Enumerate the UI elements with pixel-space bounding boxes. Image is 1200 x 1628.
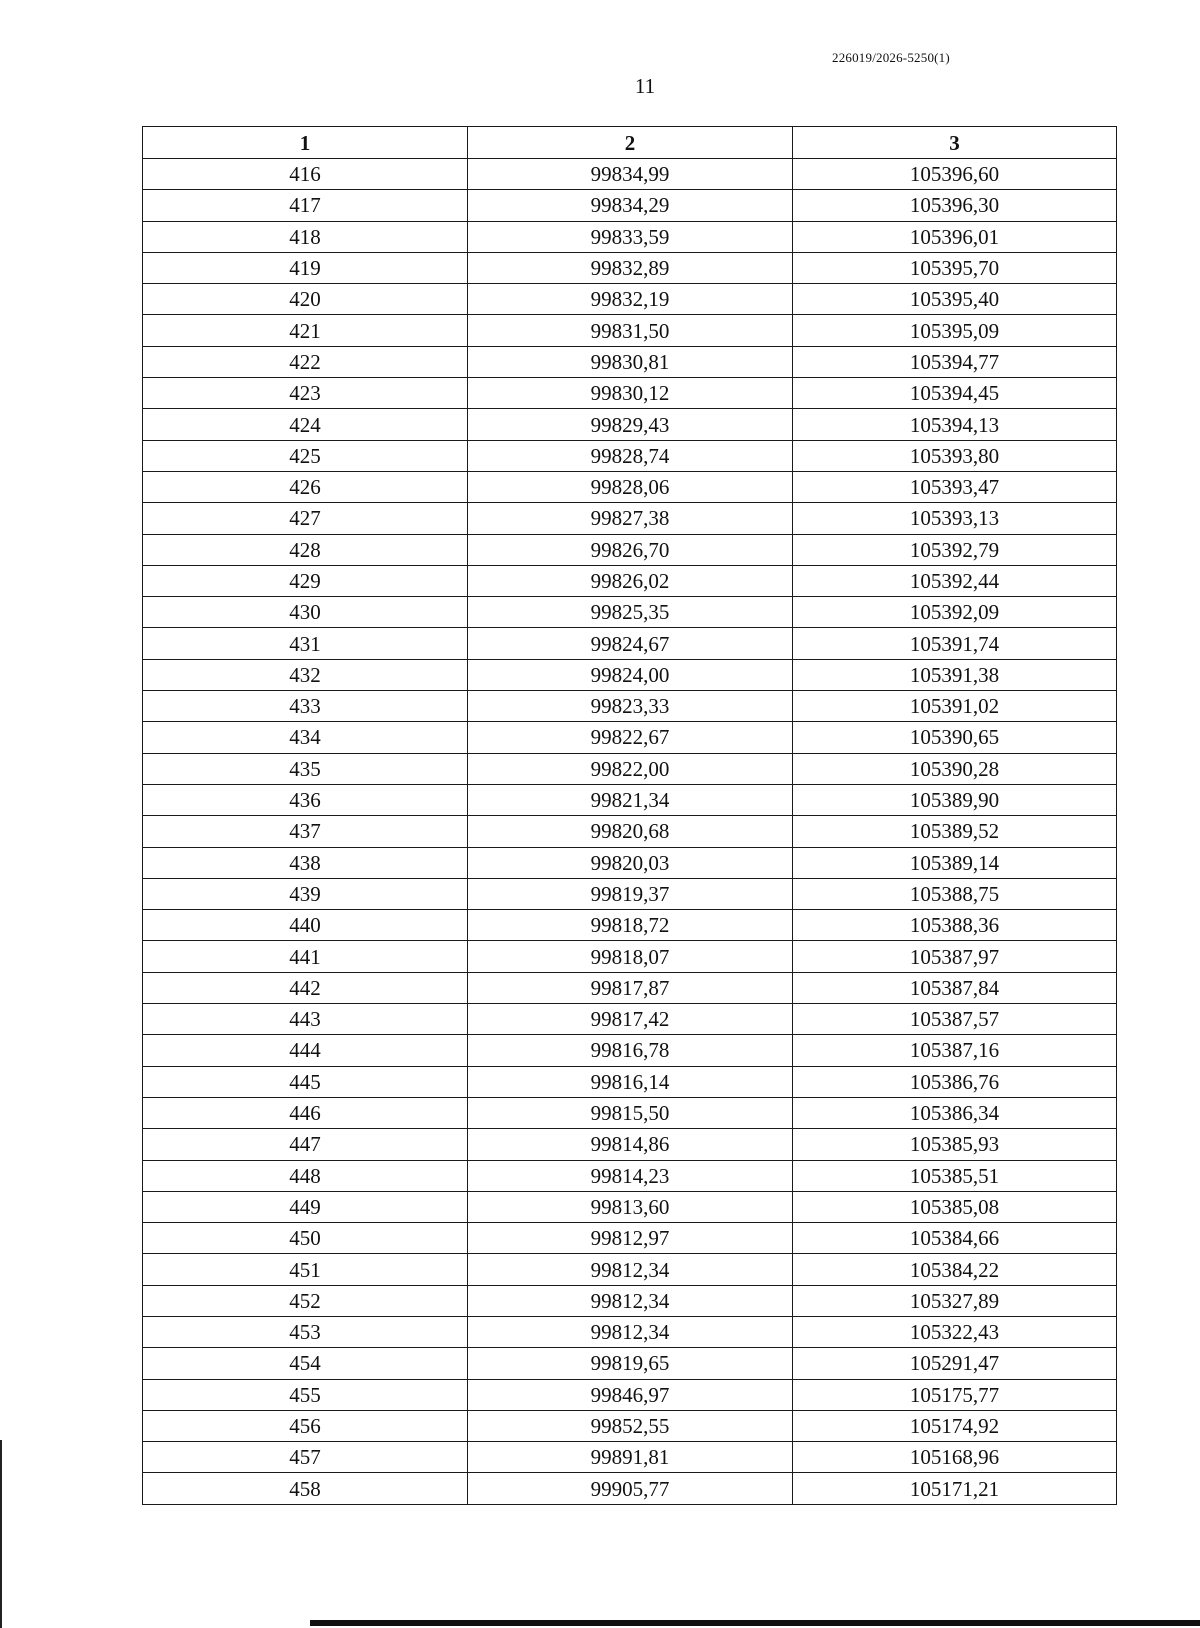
document-number: 226019/2026-5250(1) <box>832 50 950 65</box>
y-coordinate-cell: 105322,43 <box>793 1316 1117 1347</box>
y-coordinate-cell: 105387,97 <box>793 941 1117 972</box>
y-coordinate-cell: 105395,40 <box>793 284 1117 315</box>
y-coordinate-cell: 105392,09 <box>793 597 1117 628</box>
point-number-cell: 452 <box>143 1285 468 1316</box>
x-coordinate-cell: 99814,86 <box>468 1129 793 1160</box>
point-number-cell: 429 <box>143 565 468 596</box>
x-coordinate-cell: 99834,29 <box>468 190 793 221</box>
x-coordinate-cell: 99819,65 <box>468 1348 793 1379</box>
x-coordinate-cell: 99816,78 <box>468 1035 793 1066</box>
table-row <box>143 284 1117 315</box>
x-coordinate-cell: 99812,97 <box>468 1223 793 1254</box>
table-row <box>143 816 1117 847</box>
point-number-cell: 439 <box>143 878 468 909</box>
table-row <box>143 1254 1117 1285</box>
table-row <box>143 972 1117 1003</box>
table-row <box>143 221 1117 252</box>
x-coordinate-cell: 99830,12 <box>468 378 793 409</box>
point-number-cell: 433 <box>143 691 468 722</box>
column-header-2: 2 <box>468 127 793 159</box>
y-coordinate-cell: 105390,28 <box>793 753 1117 784</box>
table-row <box>143 628 1117 659</box>
table-row <box>143 471 1117 502</box>
point-number-cell: 457 <box>143 1442 468 1473</box>
table-row <box>143 565 1117 596</box>
point-number-cell: 454 <box>143 1348 468 1379</box>
point-number-cell: 455 <box>143 1379 468 1410</box>
y-coordinate-cell: 105391,74 <box>793 628 1117 659</box>
x-coordinate-cell: 99824,00 <box>468 659 793 690</box>
point-number-cell: 432 <box>143 659 468 690</box>
table-row <box>143 1379 1117 1410</box>
y-coordinate-cell: 105389,90 <box>793 784 1117 815</box>
x-coordinate-cell: 99812,34 <box>468 1316 793 1347</box>
y-coordinate-cell: 105389,14 <box>793 847 1117 878</box>
point-number-cell: 430 <box>143 597 468 628</box>
point-number-cell: 436 <box>143 784 468 815</box>
point-number-cell: 419 <box>143 252 468 283</box>
y-coordinate-cell: 105396,01 <box>793 221 1117 252</box>
table-row <box>143 1004 1117 1035</box>
y-coordinate-cell: 105396,30 <box>793 190 1117 221</box>
coordinates-table <box>142 126 1117 1505</box>
table-row <box>143 1066 1117 1097</box>
point-number-cell: 453 <box>143 1316 468 1347</box>
y-coordinate-cell: 105171,21 <box>793 1473 1117 1504</box>
x-coordinate-cell: 99832,19 <box>468 284 793 315</box>
table-row <box>143 252 1117 283</box>
y-coordinate-cell: 105386,76 <box>793 1066 1117 1097</box>
y-coordinate-cell: 105388,75 <box>793 878 1117 909</box>
table-header-row <box>143 127 1117 159</box>
point-number-cell: 420 <box>143 284 468 315</box>
table-row <box>143 1410 1117 1441</box>
point-number-cell: 418 <box>143 221 468 252</box>
point-number-cell: 440 <box>143 910 468 941</box>
x-coordinate-cell: 99905,77 <box>468 1473 793 1504</box>
y-coordinate-cell: 105384,66 <box>793 1223 1117 1254</box>
x-coordinate-cell: 99812,34 <box>468 1285 793 1316</box>
y-coordinate-cell: 105393,80 <box>793 440 1117 471</box>
point-number-cell: 448 <box>143 1160 468 1191</box>
table-row <box>143 1097 1117 1128</box>
point-number-cell: 458 <box>143 1473 468 1504</box>
table-row <box>143 597 1117 628</box>
y-coordinate-cell: 105387,84 <box>793 972 1117 1003</box>
y-coordinate-cell: 105168,96 <box>793 1442 1117 1473</box>
x-coordinate-cell: 99830,81 <box>468 346 793 377</box>
point-number-cell: 426 <box>143 471 468 502</box>
x-coordinate-cell: 99819,37 <box>468 878 793 909</box>
table-row <box>143 1129 1117 1160</box>
point-number-cell: 434 <box>143 722 468 753</box>
page-number: 11 <box>634 74 656 98</box>
table-row <box>143 1316 1117 1347</box>
point-number-cell: 437 <box>143 816 468 847</box>
x-coordinate-cell: 99826,70 <box>468 534 793 565</box>
table-row <box>143 722 1117 753</box>
y-coordinate-cell: 105384,22 <box>793 1254 1117 1285</box>
x-coordinate-cell: 99834,99 <box>468 159 793 190</box>
table-row <box>143 409 1117 440</box>
point-number-cell: 442 <box>143 972 468 1003</box>
table-row <box>143 878 1117 909</box>
y-coordinate-cell: 105394,13 <box>793 409 1117 440</box>
x-coordinate-cell: 99813,60 <box>468 1191 793 1222</box>
table-row <box>143 753 1117 784</box>
x-coordinate-cell: 99828,74 <box>468 440 793 471</box>
point-number-cell: 444 <box>143 1035 468 1066</box>
y-coordinate-cell: 105390,65 <box>793 722 1117 753</box>
y-coordinate-cell: 105385,08 <box>793 1191 1117 1222</box>
y-coordinate-cell: 105395,70 <box>793 252 1117 283</box>
y-coordinate-cell: 105394,77 <box>793 346 1117 377</box>
table-row <box>143 1285 1117 1316</box>
point-number-cell: 445 <box>143 1066 468 1097</box>
x-coordinate-cell: 99812,34 <box>468 1254 793 1285</box>
table-row <box>143 1473 1117 1504</box>
x-coordinate-cell: 99852,55 <box>468 1410 793 1441</box>
x-coordinate-cell: 99832,89 <box>468 252 793 283</box>
y-coordinate-cell: 105291,47 <box>793 1348 1117 1379</box>
x-coordinate-cell: 99817,87 <box>468 972 793 1003</box>
x-coordinate-cell: 99822,67 <box>468 722 793 753</box>
point-number-cell: 443 <box>143 1004 468 1035</box>
x-coordinate-cell: 99822,00 <box>468 753 793 784</box>
point-number-cell: 450 <box>143 1223 468 1254</box>
y-coordinate-cell: 105386,34 <box>793 1097 1117 1128</box>
y-coordinate-cell: 105393,47 <box>793 471 1117 502</box>
y-coordinate-cell: 105393,13 <box>793 503 1117 534</box>
x-coordinate-cell: 99820,03 <box>468 847 793 878</box>
y-coordinate-cell: 105389,52 <box>793 816 1117 847</box>
x-coordinate-cell: 99821,34 <box>468 784 793 815</box>
point-number-cell: 428 <box>143 534 468 565</box>
y-coordinate-cell: 105391,38 <box>793 659 1117 690</box>
x-coordinate-cell: 99829,43 <box>468 409 793 440</box>
y-coordinate-cell: 105175,77 <box>793 1379 1117 1410</box>
y-coordinate-cell: 105387,57 <box>793 1004 1117 1035</box>
table-row <box>143 1160 1117 1191</box>
point-number-cell: 449 <box>143 1191 468 1222</box>
x-coordinate-cell: 99846,97 <box>468 1379 793 1410</box>
x-coordinate-cell: 99826,02 <box>468 565 793 596</box>
table-row <box>143 378 1117 409</box>
point-number-cell: 422 <box>143 346 468 377</box>
table-row <box>143 315 1117 346</box>
x-coordinate-cell: 99823,33 <box>468 691 793 722</box>
table-body <box>143 159 1117 1505</box>
table-row <box>143 1223 1117 1254</box>
table-row <box>143 440 1117 471</box>
y-coordinate-cell: 105394,45 <box>793 378 1117 409</box>
point-number-cell: 431 <box>143 628 468 659</box>
point-number-cell: 447 <box>143 1129 468 1160</box>
x-coordinate-cell: 99825,35 <box>468 597 793 628</box>
x-coordinate-cell: 99814,23 <box>468 1160 793 1191</box>
table-row <box>143 1191 1117 1222</box>
x-coordinate-cell: 99833,59 <box>468 221 793 252</box>
table-row <box>143 503 1117 534</box>
table-row <box>143 941 1117 972</box>
y-coordinate-cell: 105385,93 <box>793 1129 1117 1160</box>
column-header-1: 1 <box>143 127 468 159</box>
point-number-cell: 446 <box>143 1097 468 1128</box>
table-row <box>143 784 1117 815</box>
x-coordinate-cell: 99831,50 <box>468 315 793 346</box>
table-row <box>143 910 1117 941</box>
table-row <box>143 1442 1117 1473</box>
y-coordinate-cell: 105392,79 <box>793 534 1117 565</box>
x-coordinate-cell: 99816,14 <box>468 1066 793 1097</box>
x-coordinate-cell: 99824,67 <box>468 628 793 659</box>
table-row <box>143 534 1117 565</box>
table-row <box>143 346 1117 377</box>
y-coordinate-cell: 105174,92 <box>793 1410 1117 1441</box>
point-number-cell: 451 <box>143 1254 468 1285</box>
table-row <box>143 691 1117 722</box>
table-row <box>143 659 1117 690</box>
x-coordinate-cell: 99827,38 <box>468 503 793 534</box>
point-number-cell: 416 <box>143 159 468 190</box>
point-number-cell: 424 <box>143 409 468 440</box>
table-row <box>143 190 1117 221</box>
point-number-cell: 441 <box>143 941 468 972</box>
y-coordinate-cell: 105385,51 <box>793 1160 1117 1191</box>
table-row <box>143 159 1117 190</box>
point-number-cell: 435 <box>143 753 468 784</box>
table-row <box>143 1035 1117 1066</box>
point-number-cell: 425 <box>143 440 468 471</box>
point-number-cell: 417 <box>143 190 468 221</box>
point-number-cell: 438 <box>143 847 468 878</box>
y-coordinate-cell: 105396,60 <box>793 159 1117 190</box>
point-number-cell: 427 <box>143 503 468 534</box>
left-edge-mark <box>0 1440 2 1628</box>
table-row <box>143 1348 1117 1379</box>
y-coordinate-cell: 105388,36 <box>793 910 1117 941</box>
y-coordinate-cell: 105395,09 <box>793 315 1117 346</box>
x-coordinate-cell: 99820,68 <box>468 816 793 847</box>
y-coordinate-cell: 105391,02 <box>793 691 1117 722</box>
point-number-cell: 456 <box>143 1410 468 1441</box>
x-coordinate-cell: 99815,50 <box>468 1097 793 1128</box>
bottom-rule <box>310 1620 1200 1626</box>
y-coordinate-cell: 105327,89 <box>793 1285 1117 1316</box>
table-row <box>143 847 1117 878</box>
y-coordinate-cell: 105387,16 <box>793 1035 1117 1066</box>
x-coordinate-cell: 99817,42 <box>468 1004 793 1035</box>
point-number-cell: 421 <box>143 315 468 346</box>
x-coordinate-cell: 99818,72 <box>468 910 793 941</box>
point-number-cell: 423 <box>143 378 468 409</box>
x-coordinate-cell: 99891,81 <box>468 1442 793 1473</box>
y-coordinate-cell: 105392,44 <box>793 565 1117 596</box>
x-coordinate-cell: 99828,06 <box>468 471 793 502</box>
column-header-3: 3 <box>793 127 1117 159</box>
x-coordinate-cell: 99818,07 <box>468 941 793 972</box>
